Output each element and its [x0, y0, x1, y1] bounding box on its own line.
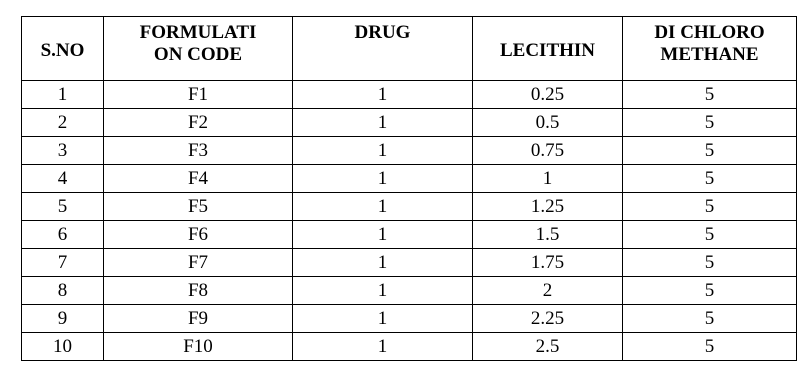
table-row [22, 81, 797, 109]
cell-sno: 9 [22, 305, 104, 333]
cell-drug: 1 [293, 249, 473, 277]
table-row [22, 277, 797, 305]
cell-lecithin: 1.5 [473, 221, 623, 249]
cell-formulation-code: F5 [104, 193, 293, 221]
cell-lecithin: 1.75 [473, 249, 623, 277]
cell-drug: 1 [293, 165, 473, 193]
cell-sno: 10 [22, 333, 104, 361]
cell-drug: 1 [293, 221, 473, 249]
cell-dichloromethane: 5 [623, 221, 797, 249]
cell-sno: 4 [22, 165, 104, 193]
cell-formulation-code: F9 [104, 305, 293, 333]
cell-drug: 1 [293, 277, 473, 305]
cell-drug: 1 [293, 137, 473, 165]
cell-lecithin: 0.75 [473, 137, 623, 165]
table-row [22, 333, 797, 361]
cell-sno: 3 [22, 137, 104, 165]
cell-lecithin: 1 [473, 165, 623, 193]
table-row [22, 165, 797, 193]
cell-drug: 1 [293, 81, 473, 109]
cell-sno: 2 [22, 109, 104, 137]
header-formulation-code-line1: FORMULATI [139, 22, 257, 43]
cell-dichloromethane: 5 [623, 137, 797, 165]
cell-sno: 5 [22, 193, 104, 221]
cell-lecithin: 0.5 [473, 109, 623, 137]
header-dichloromethane-line1: DI CHLORO [654, 22, 765, 43]
cell-dichloromethane: 5 [623, 81, 797, 109]
table-row [22, 137, 797, 165]
cell-lecithin: 1.25 [473, 193, 623, 221]
cell-dichloromethane: 5 [623, 249, 797, 277]
cell-formulation-code: F8 [104, 277, 293, 305]
table-row [22, 193, 797, 221]
header-lecithin: LECITHIN [473, 17, 623, 81]
cell-sno: 8 [22, 277, 104, 305]
table-header-row [22, 17, 797, 81]
cell-drug: 1 [293, 305, 473, 333]
table-row [22, 249, 797, 277]
header-formulation-code [104, 17, 293, 81]
header-dichloromethane-line2: METHANE [660, 44, 759, 65]
table-row [22, 109, 797, 137]
cell-lecithin: 2.5 [473, 333, 623, 361]
header-drug: DRUG [293, 17, 473, 81]
header-dichloromethane [623, 17, 797, 81]
cell-dichloromethane: 5 [623, 165, 797, 193]
cell-dichloromethane: 5 [623, 193, 797, 221]
cell-dichloromethane: 5 [623, 109, 797, 137]
cell-formulation-code: F4 [104, 165, 293, 193]
cell-drug: 1 [293, 193, 473, 221]
cell-formulation-code: F1 [104, 81, 293, 109]
cell-formulation-code: F2 [104, 109, 293, 137]
table-body [22, 81, 797, 361]
cell-sno: 7 [22, 249, 104, 277]
cell-dichloromethane: 5 [623, 333, 797, 361]
formulation-table [21, 16, 797, 361]
cell-lecithin: 0.25 [473, 81, 623, 109]
cell-sno: 6 [22, 221, 104, 249]
header-sno: S.NO [22, 17, 104, 81]
cell-formulation-code: F3 [104, 137, 293, 165]
cell-drug: 1 [293, 109, 473, 137]
cell-dichloromethane: 5 [623, 305, 797, 333]
cell-lecithin: 2.25 [473, 305, 623, 333]
table-row [22, 305, 797, 333]
cell-drug: 1 [293, 333, 473, 361]
cell-formulation-code: F6 [104, 221, 293, 249]
cell-sno: 1 [22, 81, 104, 109]
cell-dichloromethane: 5 [623, 277, 797, 305]
cell-formulation-code: F10 [104, 333, 293, 361]
header-formulation-code-line2: ON CODE [153, 44, 243, 65]
cell-formulation-code: F7 [104, 249, 293, 277]
cell-lecithin: 2 [473, 277, 623, 305]
table-row [22, 221, 797, 249]
